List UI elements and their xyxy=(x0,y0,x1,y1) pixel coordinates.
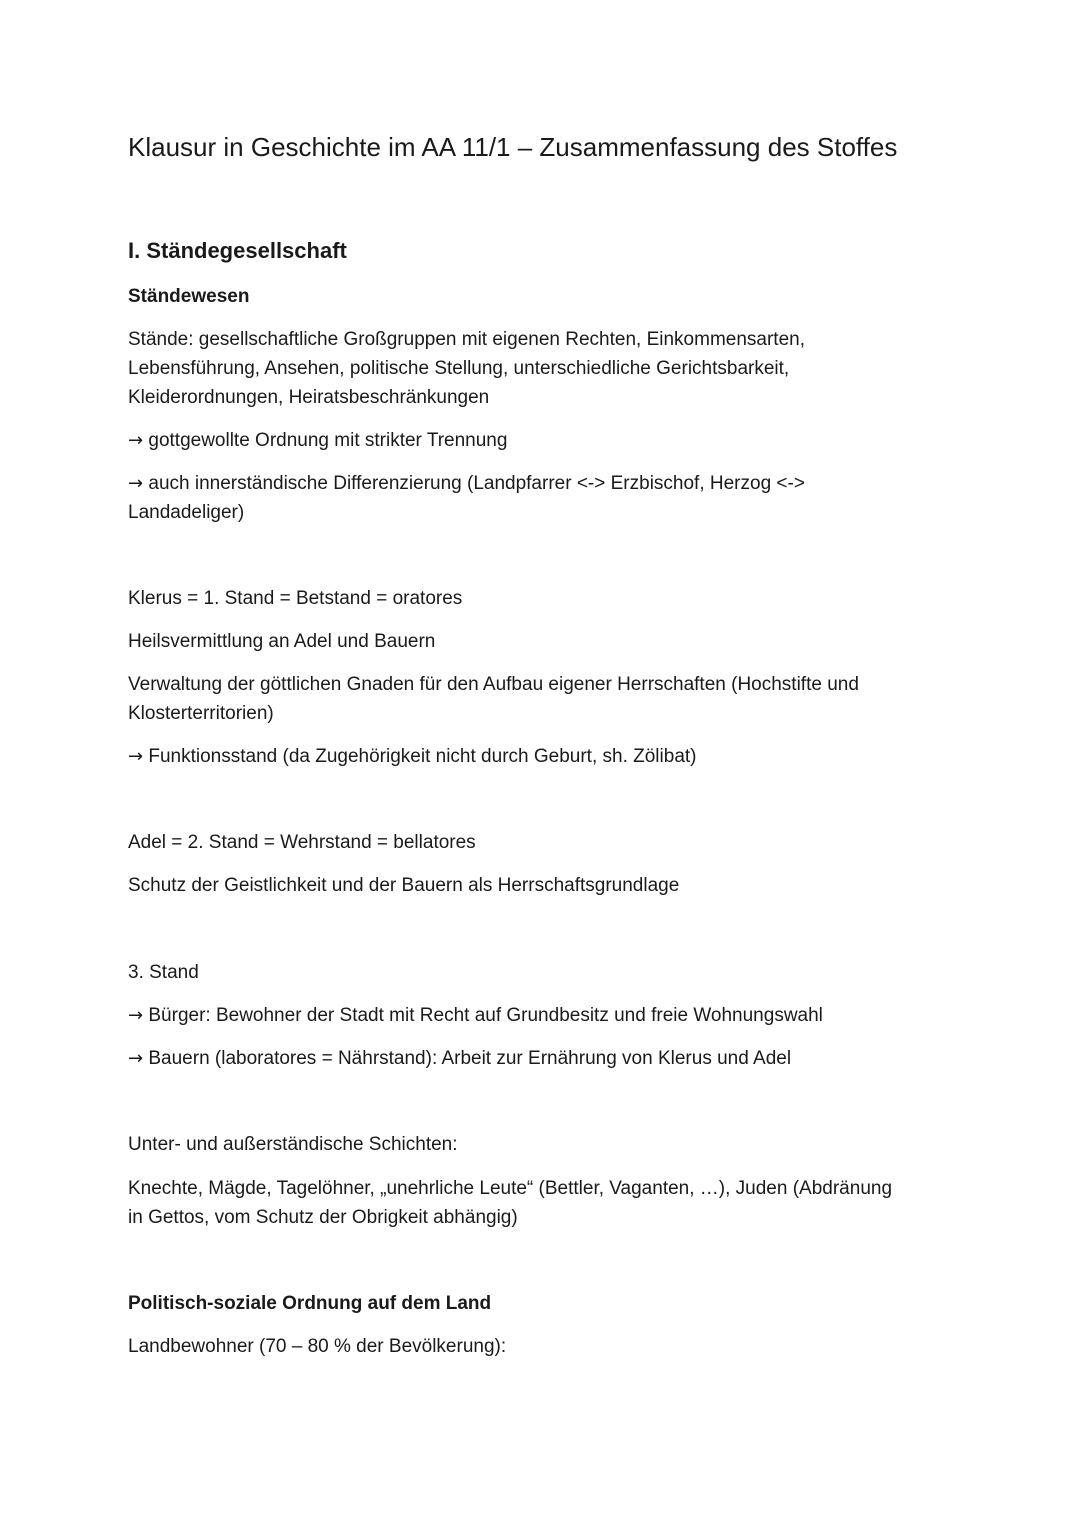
bullet-text-line-1: auch innerständische Differenzierung (Landpfarrer <-> Erzbischof, Herzog <-> xyxy=(148,473,805,494)
arrow-icon: → xyxy=(128,473,144,494)
klerus-verwaltung xyxy=(128,670,948,728)
unterstaendische-heading: Unter- und außerständische Schichten: xyxy=(128,1134,458,1155)
klerus-heading: Klerus = 1. Stand = Betstand = oratores xyxy=(128,588,463,609)
verwaltung-line-2: Klosterterritorien) xyxy=(128,703,274,724)
unterstaendische-liste xyxy=(128,1174,948,1232)
klerus-heilsvermittlung: Heilsvermittlung an Adel und Bauern xyxy=(128,631,436,652)
arrow-icon: → xyxy=(128,1005,144,1026)
page-title: Klausur in Geschichte im AA 11/1 – Zusammenfassung des Stoffes xyxy=(128,132,898,162)
section-heading-staendegesellschaft: I. Ständegesellschaft xyxy=(128,238,347,263)
adel-schutz: Schutz der Geistlichkeit und der Bauern als Herrschaftsgrundlage xyxy=(128,875,680,896)
landbewohner-line: Landbewohner (70 – 80 % der Bevölkerung): xyxy=(128,1336,507,1357)
subheading-politisch-soziale-ordnung: Politisch-soziale Ordnung auf dem Land xyxy=(128,1293,492,1314)
arrow-icon: → xyxy=(128,746,144,767)
bullet-innerstaendische-differenzierung xyxy=(128,469,948,527)
definition-line-3: Kleiderordnungen, Heiratsbeschränkungen xyxy=(128,387,490,408)
verwaltung-line-1: Verwaltung der göttlichen Gnaden für den Aufbau eigener Herrschaften (Hochstifte und xyxy=(128,674,859,695)
bullet-text: Bauern (laboratores = Nährstand): Arbeit zur Ernährung von Klerus und Adel xyxy=(148,1048,792,1069)
bullet-text: gottgewollte Ordnung mit strikter Trennung xyxy=(148,430,508,451)
bullet-funktionsstand xyxy=(128,742,948,771)
arrow-icon: → xyxy=(128,430,144,451)
adel-heading: Adel = 2. Stand = Wehrstand = bellatores xyxy=(128,832,476,853)
bullet-text: Funktionsstand (da Zugehörigkeit nicht durch Geburt, sh. Zölibat) xyxy=(148,746,697,767)
arrow-icon: → xyxy=(128,1048,144,1069)
bullet-text: Bürger: Bewohner der Stadt mit Recht auf Grundbesitz und freie Wohnungswahl xyxy=(148,1005,823,1026)
dritter-stand-heading: 3. Stand xyxy=(128,962,199,983)
subheading-staendewesen: Ständewesen xyxy=(128,286,250,307)
paragraph-staende-definition xyxy=(128,325,948,412)
bullet-gottgewollte-ordnung xyxy=(128,426,948,455)
liste-line-1: Knechte, Mägde, Tagelöhner, „unehrliche Leute“ (Bettler, Vaganten, …), Juden (Abdränung xyxy=(128,1178,893,1199)
definition-line-1: Stände: gesellschaftliche Großgruppen mit eigenen Rechten, Einkommensarten, xyxy=(128,329,805,350)
bullet-buerger xyxy=(128,1001,948,1030)
definition-line-2: Lebensführung, Ansehen, politische Stellung, unterschiedliche Gerichtsbarkeit, xyxy=(128,358,790,379)
bullet-text-line-2: Landadeliger) xyxy=(128,502,245,523)
liste-line-2: in Gettos, vom Schutz der Obrigkeit abhängig) xyxy=(128,1207,518,1228)
bullet-bauern xyxy=(128,1044,948,1073)
